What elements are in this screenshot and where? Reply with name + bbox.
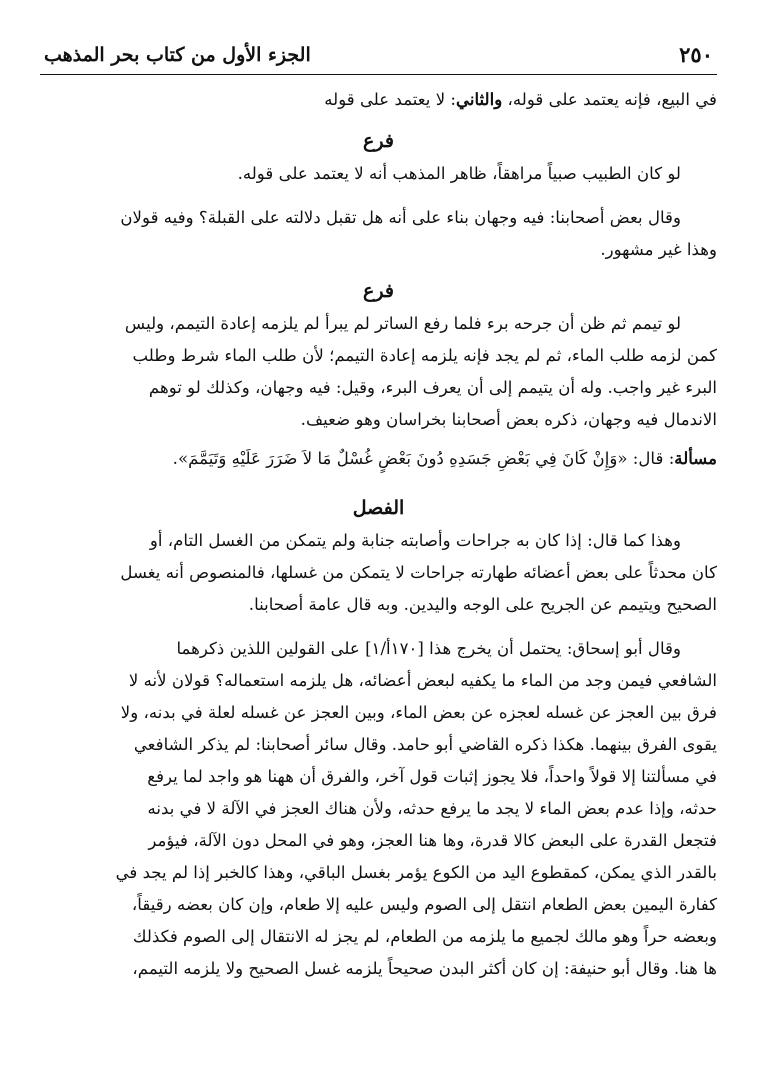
paragraph-fasl — [40, 525, 717, 621]
text-line: كفارة اليمين بعض الطعام انتقل إلى الصوم وليس عليه إلا طعام، وإن كان بعضه رقيقاً، — [131, 895, 717, 914]
term-al-thani: والثاني — [456, 89, 503, 109]
text-line: الاندمال فيه وجهان، ذكره بعض أصحابنا بخراسان وهو ضعيف. — [300, 410, 717, 429]
text-line: لو كان الطبيب صبياً مراهقاً، ظاهر المذهب أنه لا يعتمد على قوله. — [237, 164, 681, 183]
text-line: بالقدر الذي يمكن، كمقطوع اليد من الكوع يؤمر بغسل الباقي، وهذا كالخبر إذا لم يجد في — [115, 863, 717, 882]
paragraph-qala — [40, 202, 717, 234]
text-line: ها هنا. وقال أبو حنيفة: إن كان أكثر البدن صحيحاً يلزمه غسل الصحيح ولا يلزمه التيمم، — [132, 959, 717, 978]
text-line — [40, 442, 717, 475]
book-title: الجزء الأول من كتاب بحر المذهب — [44, 44, 311, 66]
page-number: ٢٥٠ — [679, 42, 713, 67]
spacer — [40, 621, 717, 633]
paragraph-qala-cont — [40, 234, 717, 266]
heading-far-2: فرع — [363, 280, 394, 302]
paragraph-intro — [40, 83, 717, 116]
text-line: كمن لزمه طلب الماء، ثم لم يجد فإنه يلزمه إعادة التيمم؛ لأن طلب الماء شرط وطلب — [132, 346, 717, 365]
text-line: الشافعي فيمن وجد من الماء ما يكفيه لبعض أعضائه، هل يلزمه استعماله؟ قولان لأنه لا — [128, 671, 717, 690]
text-line: وهذا غير مشهور. — [600, 240, 717, 259]
running-header — [40, 42, 717, 75]
page-body — [40, 83, 717, 985]
text-line: وقال بعض أصحابنا: فيه وجهان بناء على أنه هل تقبل دلالته على القبلة؟ وفيه قولان — [120, 208, 681, 227]
term-masala: مسألة — [674, 448, 717, 468]
heading-far-1: فرع — [363, 130, 394, 152]
text-line: وهذا كما قال: إذا كان به جراحات وأصابته جنابة ولم يتمكن من الغسل التام، أو — [149, 531, 681, 550]
spacer — [40, 190, 717, 202]
text-line: حدثه، وإذا عدم بعض الماء لا يجد ما يرفع حدثه، ولأن هناك العجز في الآلة لا في بدنه — [147, 799, 717, 818]
masala-text: : قال: «وَإِنْ كَانَ فِي بَعْضِ جَسَدِهِ دُونَ بَعْضٍ غُسْلٌ مَا لاَ ضَرَرَ عَلَيْهِ وَتَيَمَّمَ». — [172, 449, 675, 468]
paragraph-far-2 — [40, 308, 717, 436]
text-line: البرء غير واجب. وله أن يتيمم إلى أن يعرف البرء، وقيل: فيه وجهان، وكذلك لو توهم — [148, 378, 717, 397]
paragraph-abu-ishaq — [40, 633, 717, 985]
text-run: : لا يعتمد على قوله — [324, 90, 457, 109]
text-line — [40, 83, 717, 116]
text-line: الصحيح ويتيمم عن الجريح على الوجه واليدين. وبه قال عامة أصحابنا. — [248, 595, 717, 614]
text-line: وقال أبو إسحاق: يحتمل أن يخرج هذا [١٧٠أ/١] على القولين اللذين ذكرهما — [176, 639, 681, 658]
text-line: فرق بين العجز عن غسله لعجزه عن بعض الماء، وبين العجز عن غسله لعلة في بدنه، ولا — [120, 703, 717, 722]
text-line: كان محدثاً على بعض أعضائه طهارته جراحات لا يتمكن من غسلها، فالمنصوص أنه يغسل — [120, 563, 717, 582]
text-line: لو تيمم ثم ظن أن جرحه برء فلما رفع الساتر لم يبرأ لم يلزمه إعادة التيمم، وليس — [124, 314, 681, 333]
text-line: وبعضه حراً وهو مالك لجميع ما يلزمه من الطعام، لم يجز له الانتقال إلى الصوم فكذلك — [132, 927, 717, 946]
text-line: يقوى الفرق بينهما. هكذا ذكره القاضي أبو حامد. وقال سائر أصحابنا: لم يذكر الشافعي — [133, 735, 717, 754]
paragraph-masala — [40, 442, 717, 475]
paragraph-far-1 — [40, 158, 717, 190]
text-line: في مسألتنا إلا قولاً واحداً، فلا يجوز إثبات قول آخر، والفرق أن ههنا هو واجد لما يرفع — [147, 767, 717, 786]
text-run: في البيع، فإنه يعتمد على قوله، — [502, 90, 717, 109]
heading-fasl: الفصل — [352, 497, 405, 519]
text-line: فتجعل القدرة على البعض كالا قدرة، وها هنا العجز، وهو في المحل دون الآلة، فيؤمر — [148, 831, 717, 850]
